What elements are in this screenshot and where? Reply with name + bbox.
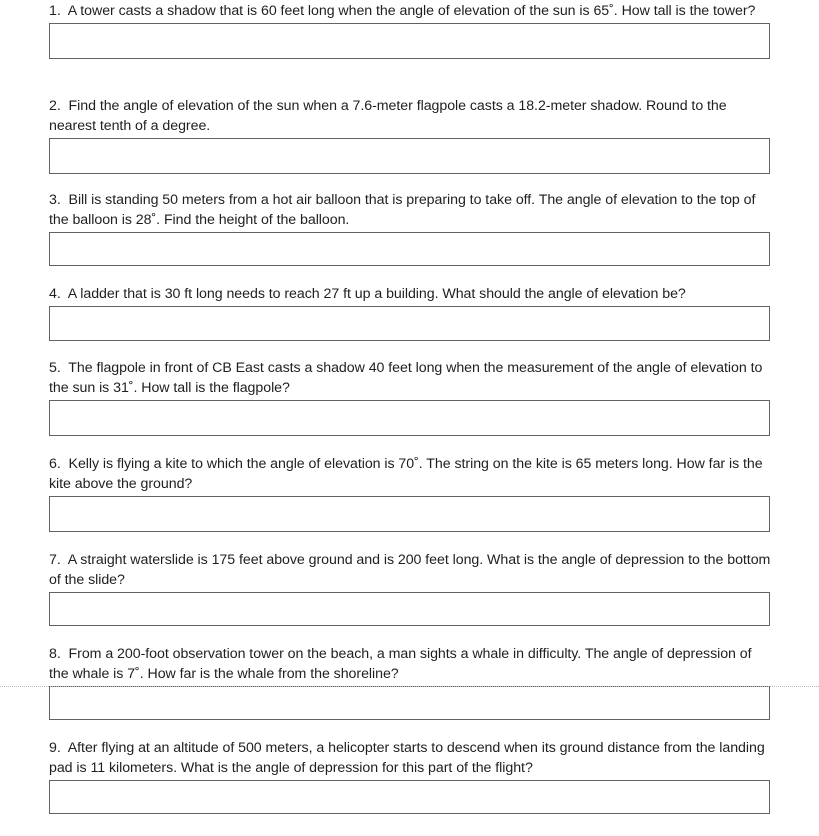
question-1: [49, 1, 771, 59]
question-body: A tower casts a shadow that is 60 feet long when the angle of elevation of the sun is 65˚. How tall is the tower?: [67, 3, 756, 19]
question-text: [49, 284, 771, 304]
question-body: The flagpole in front of CB East casts a shadow 40 feet long when the measurement of the angle of elevation to the sun is 31˚. How tall is the flagpole?: [49, 360, 763, 396]
question-text: [49, 96, 771, 136]
question-text: [49, 738, 771, 778]
question-body: A ladder that is 30 ft long needs to reach 27 ft up a building. What should the angle of elevation be?: [67, 286, 686, 302]
question-number: 2.: [49, 98, 61, 114]
question-4: [49, 284, 771, 341]
question-text: [49, 358, 771, 398]
question-text: [49, 454, 771, 494]
question-text: [49, 190, 771, 230]
question-number: 1.: [49, 3, 61, 19]
question-body: Kelly is flying a kite to which the angle of elevation is 70˚. The string on the kite is 65 meters long. How far is the kite above the ground?: [49, 456, 763, 492]
question-5: [49, 358, 771, 436]
answer-input-8[interactable]: [49, 686, 770, 720]
answer-input-1[interactable]: [49, 23, 770, 59]
question-text: [49, 644, 771, 684]
question-text: [49, 550, 771, 590]
page-break-divider: [0, 686, 819, 687]
answer-input-3[interactable]: [49, 232, 770, 266]
question-body: After flying at an altitude of 500 meters, a helicopter starts to descend when its ground distance from the landing pad is 11 kilometers. What is the angle of depression for this part of the flight?: [49, 740, 765, 776]
question-7: [49, 550, 771, 626]
question-body: Find the angle of elevation of the sun when a 7.6-meter flagpole casts a 18.2-meter shadow. Round to the nearest tenth of a degree.: [49, 98, 727, 134]
question-2: [49, 96, 771, 174]
question-9: [49, 738, 771, 814]
question-3: [49, 190, 771, 266]
question-number: 9.: [49, 740, 61, 756]
answer-input-6[interactable]: [49, 496, 770, 532]
question-number: 5.: [49, 360, 61, 376]
question-number: 7.: [49, 552, 61, 568]
question-body: From a 200-foot observation tower on the beach, a man sights a whale in difficulty. The angle of depression of the whale is 7˚. How far is the whale from the shoreline?: [49, 646, 752, 682]
question-number: 4.: [49, 286, 61, 302]
answer-input-5[interactable]: [49, 400, 770, 436]
question-number: 6.: [49, 456, 61, 472]
question-number: 3.: [49, 192, 61, 208]
answer-input-2[interactable]: [49, 138, 770, 174]
question-text: [49, 1, 771, 21]
question-8: [49, 644, 771, 720]
question-body: Bill is standing 50 meters from a hot air balloon that is preparing to take off. The angle of elevation to the top of the balloon is 28˚. Find the height of the balloon.: [49, 192, 756, 228]
question-6: [49, 454, 771, 532]
answer-input-9[interactable]: [49, 780, 770, 814]
answer-input-7[interactable]: [49, 592, 770, 626]
question-body: A straight waterslide is 175 feet above ground and is 200 feet long. What is the angle of depression to the bottom of the slide?: [49, 552, 771, 588]
question-number: 8.: [49, 646, 61, 662]
answer-input-4[interactable]: [49, 306, 770, 341]
